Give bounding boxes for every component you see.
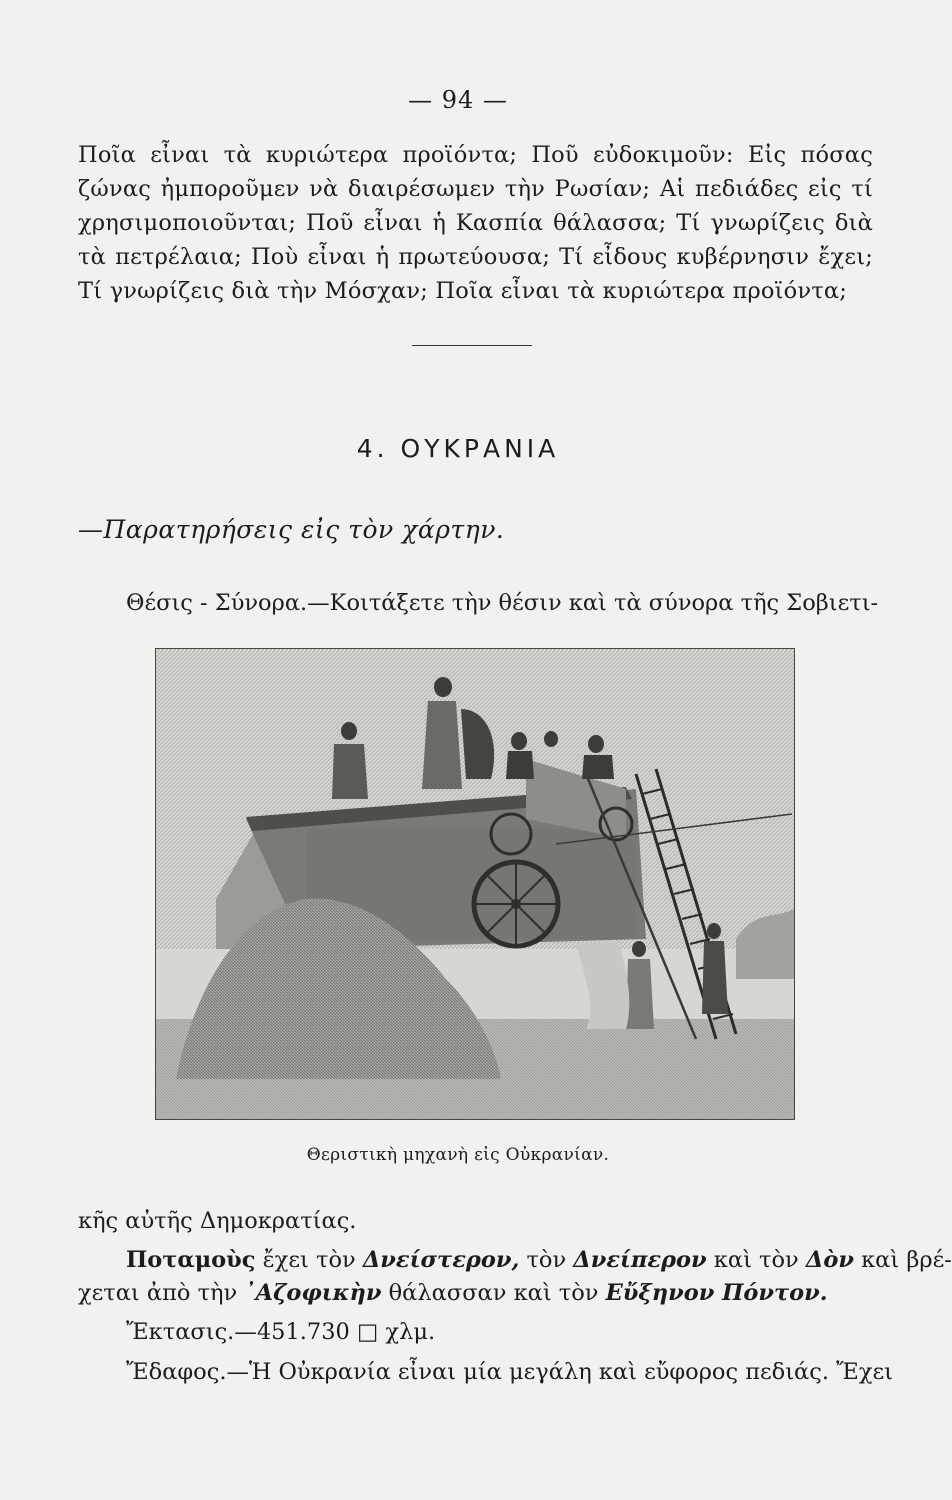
- river-dniester: Δνείστερον,: [362, 1247, 520, 1273]
- river-don: Δὸν: [805, 1247, 854, 1273]
- river-dnieper: Δνείπερον: [573, 1247, 707, 1273]
- area-line: Ἔκτασις.—451.730 □ χλμ.: [126, 1319, 436, 1345]
- rivers-text-4: καὶ βρέ-: [853, 1247, 952, 1273]
- soil-line: Ἔδαφος.—Ἡ Οὐκρανία εἶναι μία μεγάλη καὶ εὔφορος πεδιάς. Ἔχει: [126, 1359, 893, 1385]
- sea-euxine: Εὔξηνον Πόντον.: [605, 1280, 828, 1306]
- rivers-line2-a: χεται ἀπὸ τὴν: [78, 1280, 245, 1306]
- rivers-line2-b: θάλασσαν καὶ τὸν: [381, 1280, 606, 1306]
- threshing-machine-illustration: [155, 648, 795, 1120]
- illustration-drawing: [156, 649, 794, 1119]
- section-divider: [412, 345, 532, 346]
- position-line: Θέσις - Σύνορα.—Κοιτάξετε τὴν θέσιν καὶ τὰ σύνορα τῆς Σοβιετι-: [126, 590, 879, 616]
- rivers-text-1: ἔχει τὸν: [255, 1247, 363, 1273]
- figure-caption: Θεριστικὴ μηχανὴ εἰς Οὐκρανίαν.: [306, 1145, 610, 1165]
- page-number: — 94 —: [408, 86, 508, 114]
- rivers-line-2: [78, 1276, 828, 1310]
- rivers-line-1: [126, 1243, 952, 1277]
- intro-paragraph: Ποῖα εἶναι τὰ κυριώτερα προϊόντα; Ποῦ εὐδοκιμοῦν: Εἰς πόσας ζώνας ἠμποροῦμεν νὰ διαιρέσωμεν τὴν Ρωσίαν; Αἱ πεδιάδες εἰς τί χρησιμοποιοῦνται; Ποῦ εἶναι ἡ Κασπία θάλασσα; Τί γνωρίζεις διὰ τὰ πετρέλαια; Ποὺ εἶναι ἡ πρωτεύουσα; Τί εἶδους κυβέρνησιν ἔχει; Τί γνωρίζεις διὰ τὴν Μόσχαν; Ποῖα εἶναι τὰ κυριώτερα προϊόντα;: [78, 142, 873, 304]
- sea-azov: ᾿Αζοφικὴν: [244, 1280, 382, 1306]
- rivers-lead: [126, 1243, 952, 1277]
- rivers-line-1-row: [126, 1243, 952, 1277]
- section-heading: 4. ΟΥΚΡΑΝΙΑ: [356, 434, 560, 463]
- rivers-text-2: τὸν: [519, 1247, 574, 1273]
- subheading: —Παρατηρήσεις εἰς τὸν χάρτην.: [78, 515, 505, 544]
- rivers-text-3: καὶ τὸν: [706, 1247, 806, 1273]
- rivers-lead-word: Ποταμοὺς: [126, 1247, 256, 1273]
- continuation-line: κῆς αὐτῆς Δημοκρατίας.: [78, 1208, 357, 1234]
